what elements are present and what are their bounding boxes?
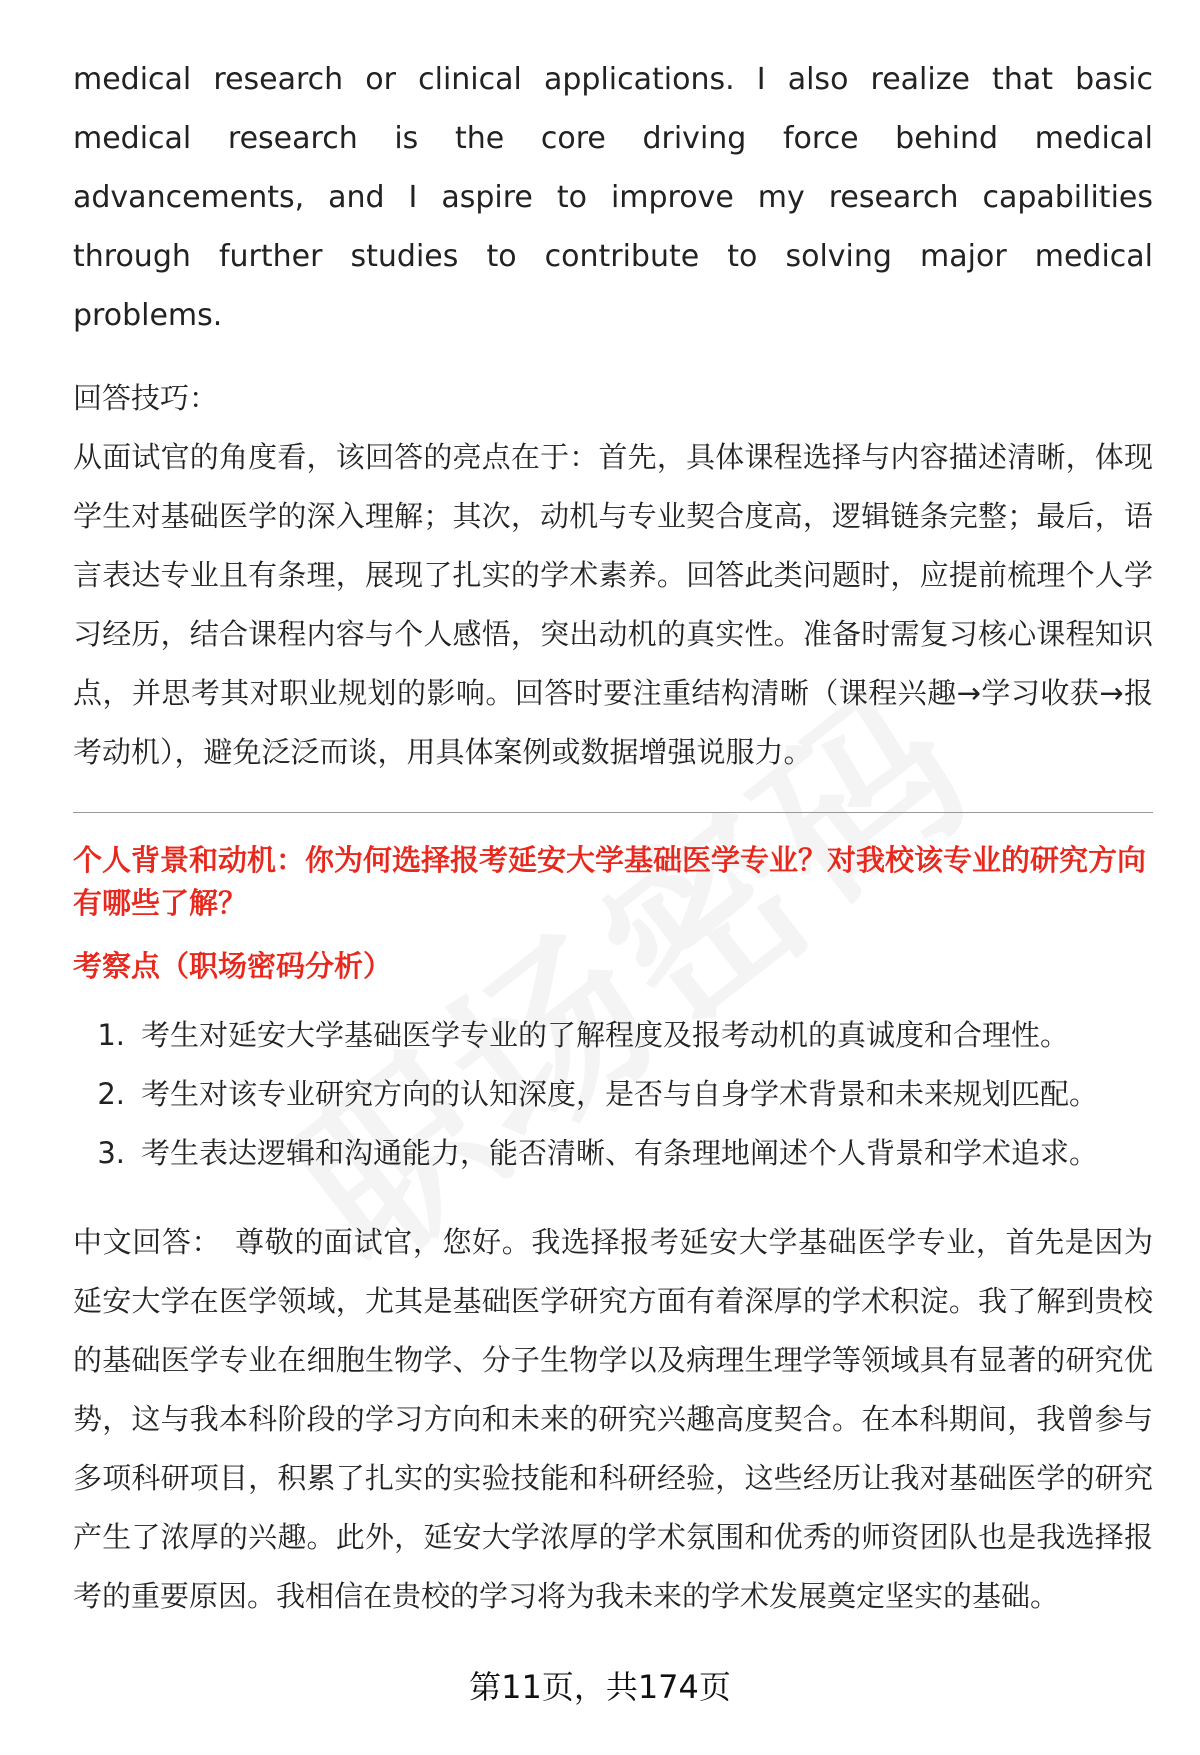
question-title: 个人背景和动机：你为何选择报考延安大学基础医学专业？对我校该专业的研究方向有哪些了解？ (73, 843, 1147, 920)
intro-english-paragraph: medical research or clinical applications. I also realize that basic medical research is the core driving force behind medical advancements, and I aspire to improve my research capabilities through further studies to contribute to solving major medical problems. (73, 62, 1153, 333)
assessment-points-heading: 考察点（职场密码分析） (73, 949, 393, 983)
list-item-number: 2. (97, 1077, 125, 1111)
list-item (73, 1006, 1153, 1065)
list-item-text: 考生表达逻辑和沟通能力，能否清晰、有条理地阐述个人背景和学术追求。 (141, 1136, 1099, 1170)
chinese-answer-paragraph (73, 1213, 1153, 1626)
section-divider (73, 812, 1153, 813)
tips-label: 回答技巧： (73, 381, 219, 415)
chinese-answer-label: 中文回答： (73, 1225, 222, 1259)
spacer (73, 345, 1153, 369)
list-item-number: 1. (97, 1018, 125, 1052)
page-number-footer: 第11页，共174页 (469, 1668, 731, 1706)
list-item (73, 1124, 1153, 1183)
tips-paragraph: 从面试官的角度看，该回答的亮点在于：首先，具体课程选择与内容描述清晰，体现学生对基础医学的深入理解；其次，动机与专业契合度高，逻辑链条完整；最后，语言表达专业且有条理，展现了扎实的学术素养。回答此类问题时，应提前梳理个人学习经历，结合课程内容与个人感悟，突出动机的真实性。准备时需复习核心课程知识点，并思考其对职业规划的影响。回答时要注重结构清晰（课程兴趣→学习收获→报考动机），避免泛泛而谈，用具体案例或数据增强说服力。 (73, 440, 1153, 769)
assessment-points-list (73, 1006, 1153, 1183)
page-content (73, 50, 1153, 1626)
list-item-text: 考生对延安大学基础医学专业的了解程度及报考动机的真诚度和合理性。 (141, 1018, 1070, 1052)
list-item-text: 考生对该专业研究方向的认知深度，是否与自身学术背景和未来规划匹配。 (141, 1077, 1099, 1111)
list-item-number: 3. (97, 1136, 125, 1170)
list-item (73, 1065, 1153, 1124)
spacer (73, 1183, 1153, 1213)
chinese-answer-text: 尊敬的面试官，您好。我选择报考延安大学基础医学专业，首先是因为延安大学在医学领域，尤其是基础医学研究方面有着深厚的学术积淀。我了解到贵校的基础医学专业在细胞生物学、分子生物学以及病理生理学等领域具有显著的研究优势，这与我本科阶段的学习方向和未来的研究兴趣高度契合。在本科期间，我曾参与多项科研项目，积累了扎实的实验技能和科研经验，这些经历让我对基础医学的研究产生了浓厚的兴趣。此外，延安大学浓厚的学术氛围和优秀的师资团队也是我选择报考的重要原因。我相信在贵校的学习将为我未来的学术发展奠定坚实的基础。 (73, 1225, 1153, 1613)
